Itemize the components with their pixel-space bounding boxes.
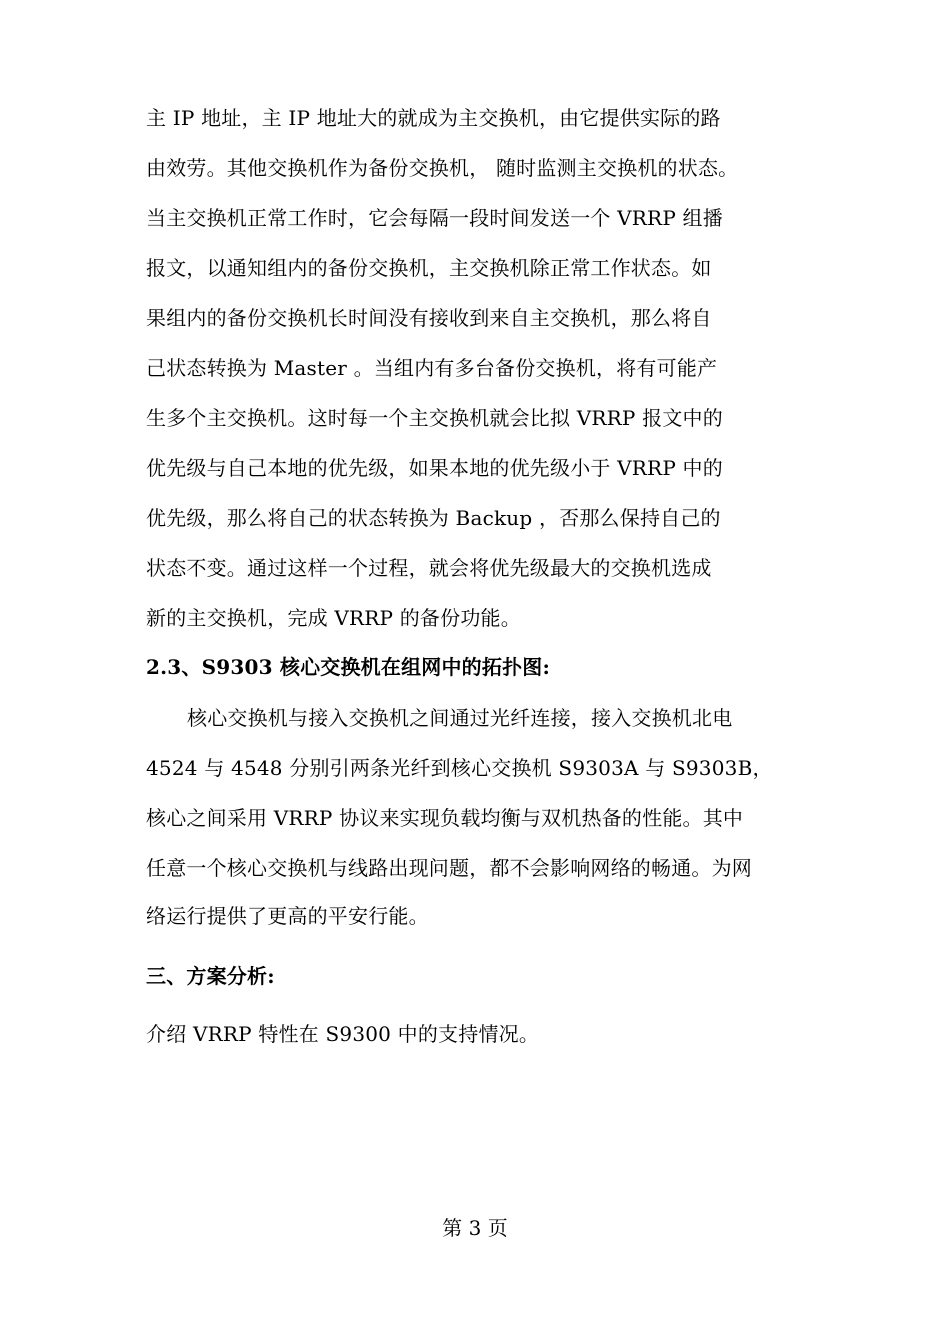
paragraph-line: 络运行提供了更高的平安行能。 — [146, 904, 429, 928]
paragraph-line: 果组内的备份交换机长时间没有接收到来自主交换机，那么将自 — [146, 306, 712, 330]
paragraph-line: 4524 与 4548 分别引两条光纤到核心交换机 S9303A 与 S9303B， — [146, 756, 773, 780]
paragraph-line: 主 IP 地址，主 IP 地址大的就成为主交换机，由它提供实际的路 — [146, 106, 721, 130]
paragraph-line: 核心之间采用 VRRP 协议来实现负载均衡与双机热备的性能。其中 — [146, 806, 744, 830]
paragraph-line: 当主交换机正常工作时，它会每隔一段时间发送一个 VRRP 组播 — [146, 206, 723, 230]
paragraph-line: 状态不变。通过这样一个过程，就会将优先级最大的交换机选成 — [146, 556, 712, 580]
paragraph-line: 由效劳。其他交换机作为备份交换机， 随时监测主交换机的状态。 — [146, 156, 739, 180]
paragraph-line: 生多个主交换机。这时每一个主交换机就会比拟 VRRP 报文中的 — [146, 406, 723, 430]
paragraph-line: 己状态转换为 Master 。当组内有多台备份交换机，将有可能产 — [146, 356, 718, 380]
paragraph-line: 新的主交换机，完成 VRRP 的备份功能。 — [146, 606, 521, 630]
paragraph-line: 介绍 VRRP 特性在 S9300 中的支持情况。 — [146, 1022, 540, 1046]
section-heading-2-3: 2.3、S9303 核心交换机在组网中的拓扑图: — [146, 655, 551, 679]
paragraph-line: 任意一个核心交换机与线路出现问题，都不会影响网络的畅通。为网 — [146, 856, 752, 880]
paragraph-line: 优先级与自己本地的优先级，如果本地的优先级小于 VRRP 中的 — [146, 456, 723, 480]
paragraph-line: 核心交换机与接入交换机之间通过光纤连接，接入交换机北电 — [187, 706, 733, 730]
paragraph-line: 优先级，那么将自己的状态转换为 Backup ，否那么保持自己的 — [146, 506, 721, 530]
paragraph-line: 报文，以通知组内的备份交换机，主交换机除正常工作状态。如 — [146, 256, 712, 280]
section-heading-3: 三、方案分析: — [146, 964, 275, 988]
page-number: 第 3 页 — [442, 1216, 508, 1240]
